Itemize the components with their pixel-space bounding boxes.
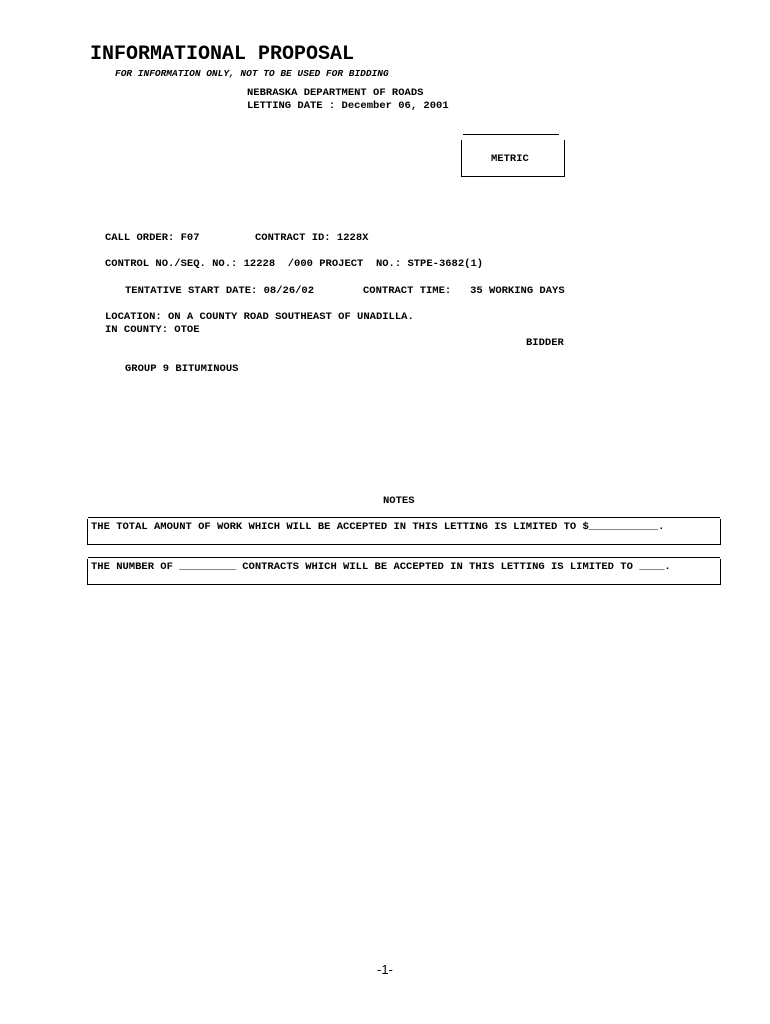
document-subtitle: FOR INFORMATION ONLY, NOT TO BE USED FOR BIDDING — [115, 68, 389, 79]
note-1-right-bar — [720, 519, 721, 545]
note-1-bottom-rule — [88, 544, 720, 545]
note-line-2: THE NUMBER OF _________ CONTRACTS WHICH WILL BE ACCEPTED IN THIS LETTING IS LIMITED TO ____. — [91, 561, 671, 573]
note-1-left-bar — [87, 519, 88, 545]
bidder-label: BIDDER — [526, 337, 564, 349]
note-line-1: THE TOTAL AMOUNT OF WORK WHICH WILL BE ACCEPTED IN THIS LETTING IS LIMITED TO $___________. — [91, 521, 665, 533]
note-2-bottom-rule — [88, 584, 720, 585]
note-2-left-bar — [87, 559, 88, 585]
call-order: CALL ORDER: F07 — [105, 232, 200, 244]
document-title: INFORMATIONAL PROPOSAL — [90, 43, 355, 66]
work-group: GROUP 9 BITUMINOUS — [125, 363, 239, 375]
note-2-top-rule — [88, 557, 720, 558]
note-1-top-rule — [88, 517, 720, 518]
contract-id: CONTRACT ID: 1228X — [255, 232, 369, 244]
unit-box-label: METRIC — [491, 153, 529, 165]
unit-box-top-rule — [463, 134, 559, 135]
notes-heading: NOTES — [383, 495, 415, 507]
note-2-right-bar — [720, 559, 721, 585]
department-name: NEBRASKA DEPARTMENT OF ROADS — [247, 87, 424, 99]
contract-time: CONTRACT TIME: 35 WORKING DAYS — [363, 285, 565, 297]
location: LOCATION: ON A COUNTY ROAD SOUTHEAST OF UNADILLA. — [105, 311, 414, 323]
letting-date: LETTING DATE : December 06, 2001 — [247, 100, 449, 112]
control-project-numbers: CONTROL NO./SEQ. NO.: 12228 /000 PROJECT NO.: STPE-3682(1) — [105, 258, 484, 270]
page-number: -1- — [377, 962, 393, 977]
county: IN COUNTY: OTOE — [105, 324, 200, 336]
tentative-start-date: TENTATIVE START DATE: 08/26/02 — [125, 285, 315, 297]
